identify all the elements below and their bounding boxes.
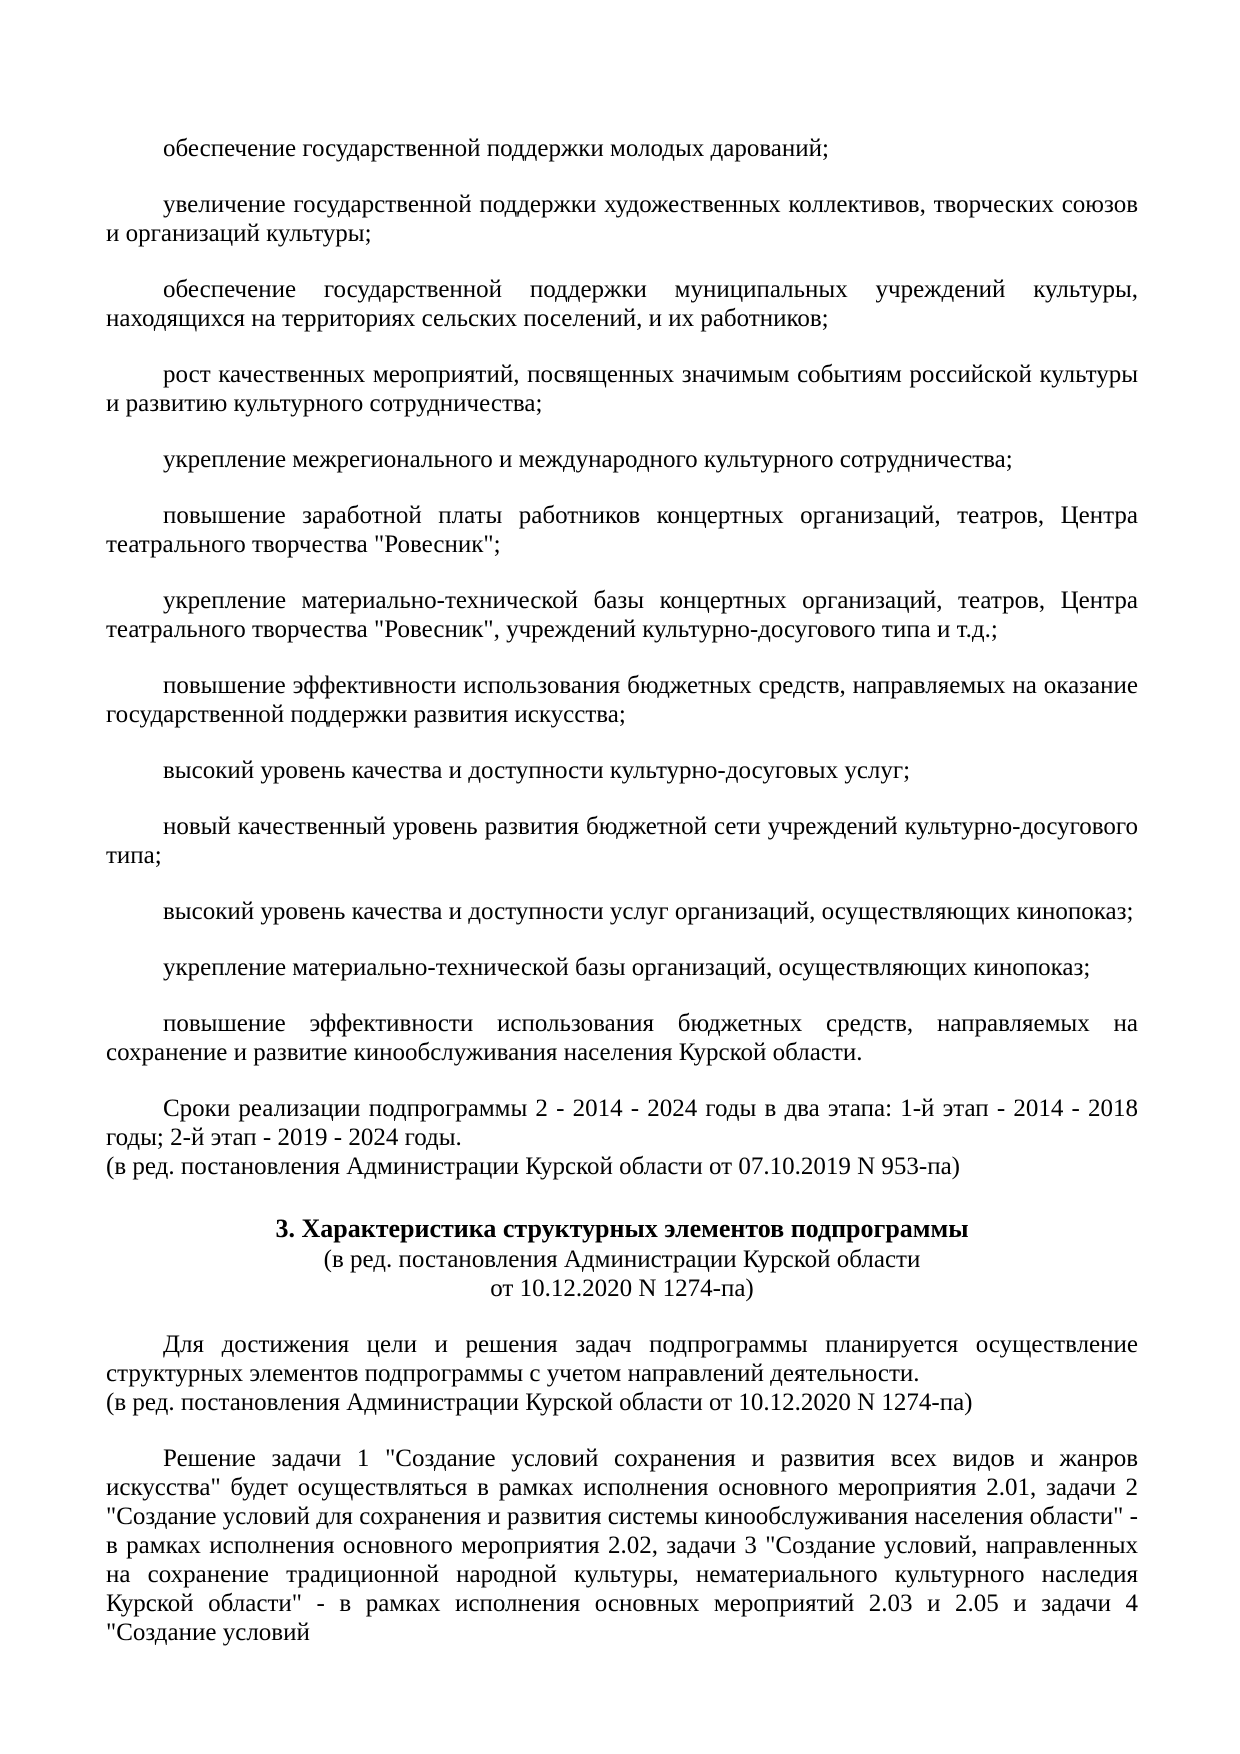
paragraph: повышение заработной платы работников концертных организаций, театров, Центра театрального творчества "Ровесник";: [106, 502, 1138, 558]
paragraph: Решение задачи 1 "Создание условий сохранения и развития всех видов и жанров искусства" будет осуществляться в рамках исполнения основного мероприятия 2.01, задачи 2 "Создание условий для сохранения и развития системы кинообслуживания населения области" - в рамках исполнения основного мероприятия 2.02, задачи 3 "Создание условий, направленных на сохранение традиционной народной культуры, нематериального культурного наследия Курской области" - в рамках исполнения основных мероприятий 2.03 и 2.05 и задачи 4 "Создание условий: [106, 1445, 1138, 1646]
heading-amendment-line: от 10.12.2020 N 1274-па): [490, 1275, 754, 1302]
paragraph: рост качественных мероприятий, посвященных значимым событиям российской культуры и развитию культурного сотрудничества;: [106, 361, 1138, 417]
paragraph: высокий уровень качества и доступности культурно-досуговых услуг;: [163, 757, 911, 784]
paragraph: Для достижения цели и решения задач подпрограммы планируется осуществление структурных элементов подпрограммы с учетом направлений деятельности.: [106, 1331, 1138, 1387]
paragraph: укрепление материально-технической базы организаций, осуществляющих кинопоказ;: [163, 954, 1091, 981]
paragraph: увеличение государственной поддержки художественных коллективов, творческих союзов и организаций культуры;: [106, 191, 1138, 247]
paragraph: новый качественный уровень развития бюджетной сети учреждений культурно-досугового типа;: [106, 813, 1138, 869]
heading-amendment-line: (в ред. постановления Администрации Курской области: [323, 1246, 921, 1273]
paragraph: повышение эффективности использования бюджетных средств, направляемых на оказание государственной поддержки развития искусства;: [106, 672, 1138, 728]
paragraph: укрепление межрегионального и международного культурного сотрудничества;: [163, 446, 1013, 473]
section-heading: 3. Характеристика структурных элементов подпрограммы: [275, 1214, 969, 1243]
paragraph: повышение эффективности использования бюджетных средств, направляемых на сохранение и развитие кинообслуживания населения Курской области.: [106, 1010, 1138, 1066]
paragraph: обеспечение государственной поддержки молодых дарований;: [163, 135, 829, 162]
paragraph: обеспечение государственной поддержки муниципальных учреждений культуры, находящихся на территориях сельских поселений, и их работников;: [106, 276, 1138, 332]
paragraph: высокий уровень качества и доступности услуг организаций, осуществляющих кинопоказ;: [163, 898, 1134, 925]
amendment-note: (в ред. постановления Администрации Курской области от 10.12.2020 N 1274-па): [106, 1389, 973, 1416]
paragraph-timeline: Сроки реализации подпрограммы 2 - 2014 - 2024 годы в два этапа: 1-й этап - 2014 - 2018 годы; 2-й этап - 2019 - 2024 годы.: [106, 1095, 1138, 1151]
paragraph: укрепление материально-технической базы концертных организаций, театров, Центра театрального творчества "Ровесник", учреждений культурно-досугового типа и т.д.;: [106, 587, 1138, 643]
amendment-note: (в ред. постановления Администрации Курской области от 07.10.2019 N 953-па): [106, 1153, 961, 1180]
